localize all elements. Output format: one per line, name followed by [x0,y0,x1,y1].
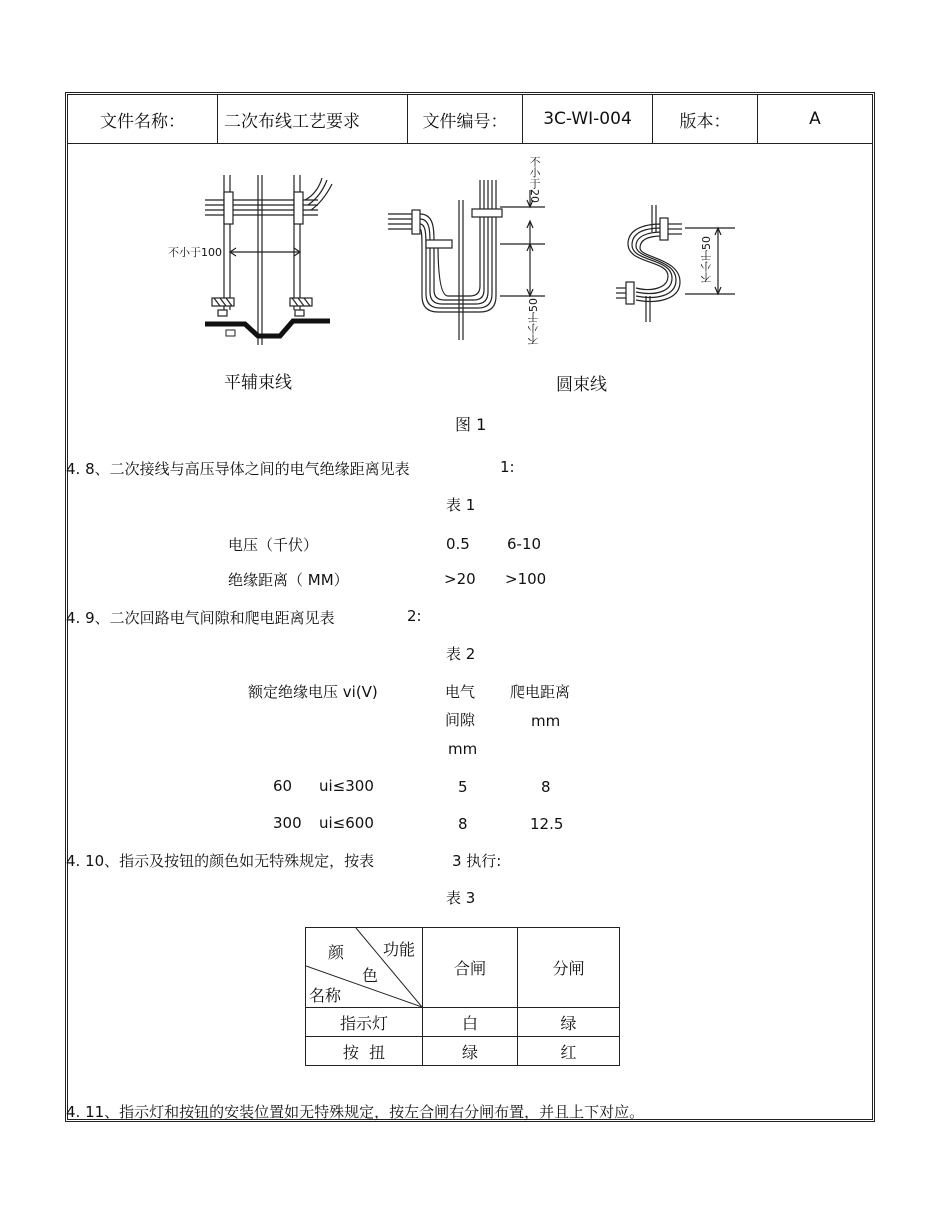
table2-row1-gap: 5 [458,778,468,796]
table2-col2-header-1: 电气 [445,683,476,701]
table2-row2-high: ui≤600 [319,814,374,832]
section-4-8-text: 4. 8、二次接线与高压导体之间的电气绝缘距离见表 [66,460,410,478]
file-number-label: 文件编号： [408,95,523,143]
table3-row1-open: 绿 [518,1008,620,1037]
mounting-rail [205,321,330,336]
table1-title: 表 1 [446,496,476,514]
table1-row1-label: 电压（千伏） [228,536,319,554]
table2-col2-header-2: 间隙 [445,711,476,729]
dimension-label-min100: 不小于100 [168,246,222,259]
table1-row2-label: 绝缘距离（ MM） [228,571,349,589]
figure-caption: 图 1 [455,415,487,434]
table1-row1-v2: 6-10 [507,535,542,553]
table2-col3-header-2: mm [531,712,561,730]
dimension-label-min50-u: 不小于50 [527,298,540,345]
u-bundle-drawing [388,180,545,340]
file-name-label: 文件名称： [68,95,218,143]
diag-yan: 颜 [328,943,345,962]
table2-row2-low: 300 [273,814,302,832]
table1-row2-v1: >20 [444,570,476,588]
table3-diagonal-header [306,928,423,1008]
table3-col-open: 分闸 [518,928,620,1008]
section-4-8-ref: 1: [500,458,515,476]
caption-round-bundle: 圆束线 [556,375,607,395]
table3-title: 表 3 [446,889,476,907]
section-4-11-text: 4. 11、指示灯和按钮的安装位置如无特殊规定，按左合闸右分闸布置，并且上下对应。 [66,1103,645,1121]
dimension-label-min50-s: 不小于50 [700,236,713,283]
dimension-label-min20: 不小于20 [528,156,541,203]
table2-col3-header-1: 爬电距离 [510,683,571,701]
section-4-9-text: 4. 9、二次回路电气间隙和爬电距离见表 [66,609,335,627]
table2-row1-creep: 8 [541,778,551,796]
table2-row1-low: 60 [273,777,293,795]
table2-col2-header-3: mm [448,740,478,758]
table3-row1-close: 白 [423,1008,518,1037]
table2-row1-high: ui≤300 [319,777,374,795]
version-label: 版本： [653,95,758,143]
table1-row1-v1: 0.5 [446,535,470,553]
section-4-9-ref: 2: [407,607,422,625]
table3-row2-close: 绿 [423,1037,518,1066]
section-4-10-text: 4. 10、指示及按钮的颜色如无特殊规定，按表 [66,852,375,870]
table3-row2-open: 红 [518,1037,620,1066]
caption-flat-bundle: 平辅束线 [224,373,292,393]
table3-row1-name: 指示灯 [306,1008,423,1037]
table2-title: 表 2 [446,645,476,663]
section-4-10-ref: 3 执行: [452,852,502,870]
diag-name: 名称 [309,986,342,1005]
version-value: A [809,109,821,129]
diag-func: 功能 [383,940,416,959]
file-name-value: 二次布线工艺要求 [218,95,408,143]
table3-col-close: 合闸 [423,928,518,1008]
diag-se: 色 [362,966,379,985]
wiring-figure [0,0,950,440]
rail-slot-left [226,330,235,336]
s-bundle-drawing [616,205,735,322]
table2-row2-creep: 12.5 [530,815,564,833]
table2-col1-header: 额定绝缘电压 vi(V) [248,683,378,701]
file-number-value: 3C-WI-004 [523,95,653,143]
table1-row2-v2: >100 [505,570,547,588]
table3-row2-name: 按 扭 [306,1037,423,1066]
table3 [305,927,620,1066]
table2-row2-gap: 8 [458,815,468,833]
